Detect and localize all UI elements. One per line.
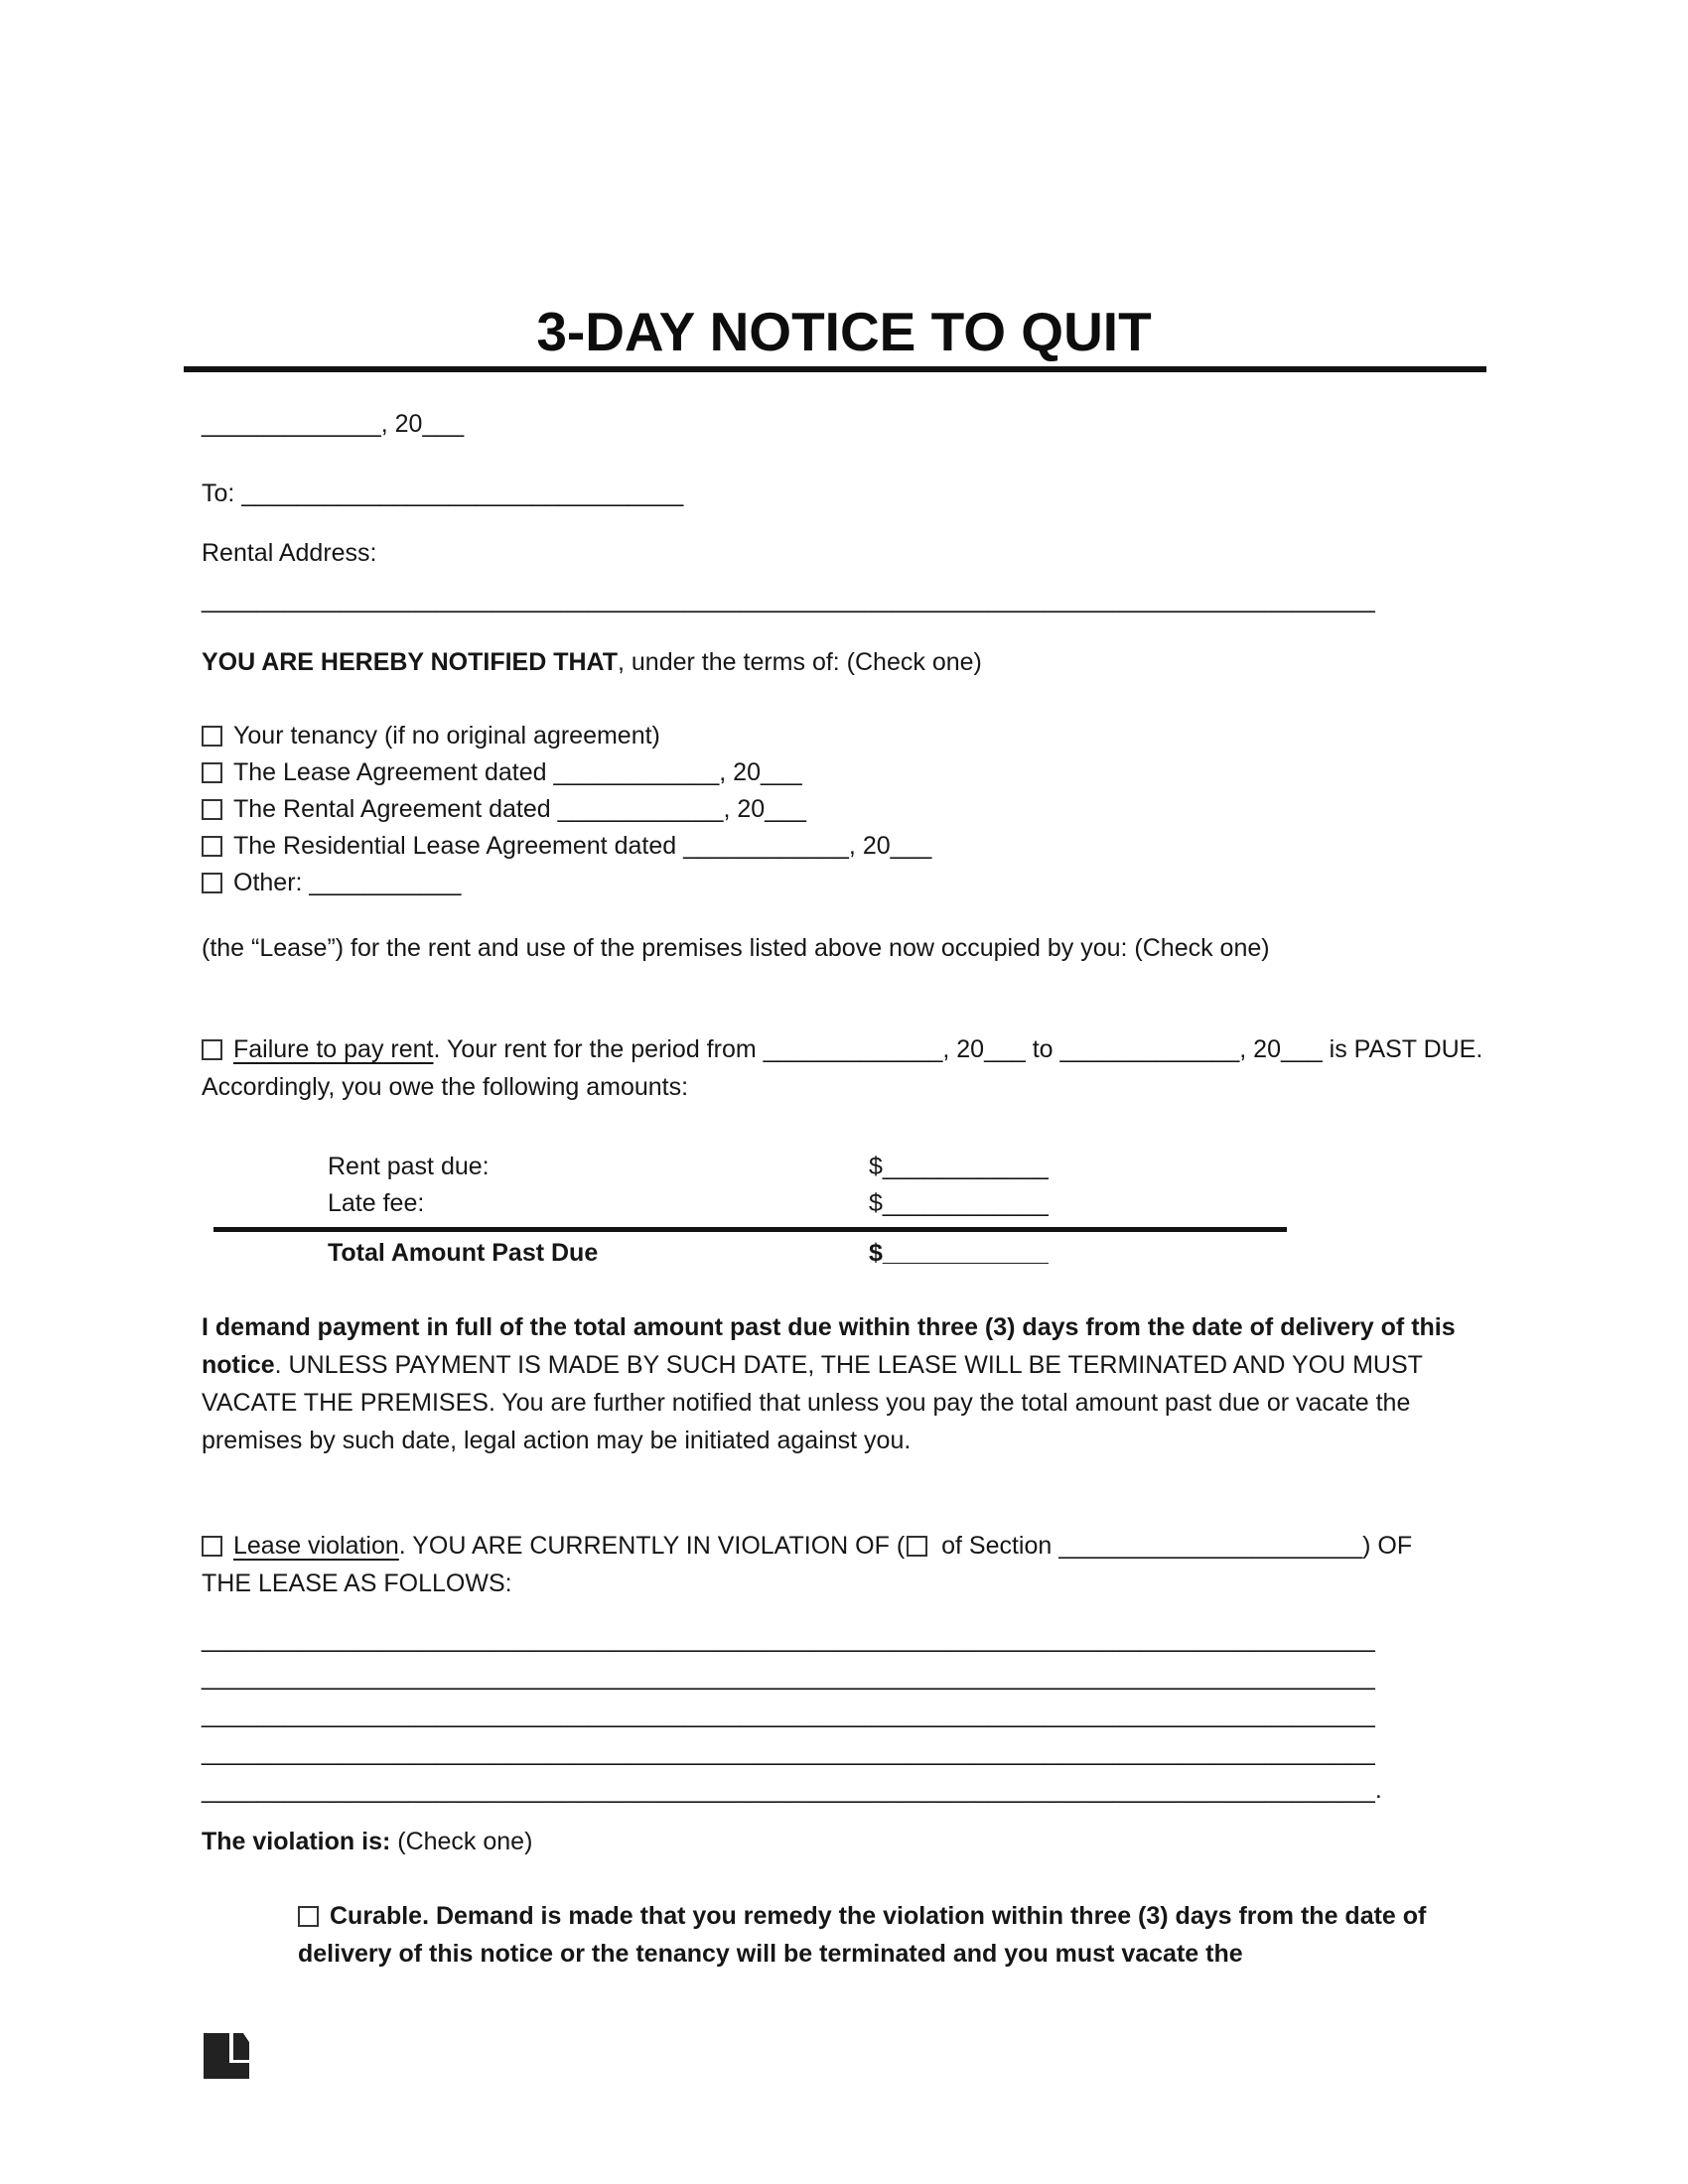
notified-line (202, 643, 1486, 681)
rental-address-blank-field[interactable]: _____________________________________________________________________________________ (202, 586, 1375, 614)
violation-write-line[interactable]: _____________________________________________________________________________________ (202, 1701, 1375, 1728)
checkbox-residential-lease[interactable] (202, 836, 222, 857)
to-label: To: (202, 479, 235, 507)
term-option-residential-lease (202, 828, 1486, 865)
page-title: 3-DAY NOTICE TO QUIT (536, 301, 1152, 362)
date-field[interactable]: _____________, 20___ (202, 410, 465, 438)
term-option-rental-agreement (202, 791, 1486, 828)
notified-rest-text: , under the terms of: (Check one) (618, 648, 982, 676)
checkbox-lease-violation[interactable] (202, 1536, 222, 1557)
demand-bold-text: I demand payment in full of the total amount past due within three (3) days from the date of delivery of this notice (202, 1313, 1456, 1379)
total-amount-field[interactable]: $____________ (869, 1239, 1049, 1267)
curable-option-text: Curable. Demand is made that you remedy the violation within three (3) days from the date of delivery of this notice or the tenancy will be terminated and you must vacate the (298, 1902, 1427, 1968)
violation-write-line[interactable]: _____________________________________________________________________________________ (202, 1625, 1375, 1653)
failure-option-body: . Your rent for the period from _____________, 20___ to _____________, 20___ is PAST DUE. Accordingly, you owe the following amounts: (202, 1035, 1483, 1101)
terms-checklist (202, 718, 1486, 901)
failure-to-pay-rent-option (202, 1030, 1486, 1106)
amounts-divider (213, 1227, 1287, 1232)
failure-option-title: Failure to pay rent (233, 1035, 434, 1063)
total-amount-label: Total Amount Past Due (328, 1239, 599, 1267)
lease-clause: (the “Lease”) for the rent and use of the premises listed above now occupied by you: (Check one) (202, 934, 1270, 962)
violation-write-line[interactable]: _____________________________________________________________________________________. (202, 1776, 1382, 1804)
checkbox-failure-to-pay-rent[interactable] (202, 1039, 222, 1060)
logo-l-foot (204, 2063, 249, 2079)
checkbox-rental-agreement[interactable] (202, 799, 222, 820)
violation-is-line (202, 1823, 1486, 1860)
rental-address-label: Rental Address: (202, 539, 377, 567)
term-option-label: The Residential Lease Agreement dated ____________, 20___ (233, 832, 932, 860)
violation-write-line[interactable]: _____________________________________________________________________________________ (202, 1738, 1375, 1766)
lease-violation-line1 (202, 1527, 1486, 1565)
violation-is-bold-text: The violation is: (202, 1828, 391, 1855)
term-option-label: The Rental Agreement dated ____________, 20___ (233, 795, 806, 823)
checkbox-curable[interactable] (298, 1906, 319, 1927)
term-option-lease-agreement (202, 754, 1486, 791)
lease-violation-line2: THE LEASE AS FOLLOWS: (202, 1570, 512, 1597)
late-fee-field[interactable]: $____________ (869, 1189, 1049, 1217)
amounts-row-total (202, 1235, 1486, 1272)
violation-option-section-field: of Section ______________________) OF (934, 1532, 1413, 1560)
late-fee-label: Late fee: (328, 1189, 425, 1217)
demand-paragraph (202, 1308, 1486, 1459)
checkbox-tenancy[interactable] (202, 726, 222, 747)
demand-rest-text: . UNLESS PAYMENT IS MADE BY SUCH DATE, THE LEASE WILL BE TERMINATED AND YOU MUST VACATE THE PREMISES. You are further notified that unless you pay the total amount past due or vacate the premises by such date, legal action may be initiated against you. (202, 1351, 1423, 1454)
checkbox-lease-agreement[interactable] (202, 762, 222, 783)
logo-page-shape (233, 2033, 249, 2060)
violation-option-title: Lease violation (233, 1532, 399, 1560)
violation-write-in-area (202, 1620, 1486, 1809)
title-rule (184, 366, 1486, 372)
violation-option-mid: . YOU ARE CURRENTLY IN VIOLATION OF ( (398, 1532, 906, 1560)
to-line (202, 475, 1486, 512)
checkbox-section[interactable] (907, 1536, 927, 1557)
amounts-row-late-fee (202, 1185, 1486, 1222)
term-option-label: Other: ___________ (233, 869, 462, 896)
notified-bold-text: YOU ARE HEREBY NOTIFIED THAT (202, 648, 619, 676)
term-option-label: The Lease Agreement dated ____________, 20___ (233, 758, 802, 786)
amounts-row-rent (202, 1149, 1486, 1185)
term-option-other (202, 865, 1486, 901)
term-option-tenancy (202, 718, 1486, 754)
violation-write-line[interactable]: _____________________________________________________________________________________ (202, 1663, 1375, 1691)
term-option-label: Your tenancy (if no original agreement) (233, 722, 660, 750)
amounts-table (202, 1149, 1486, 1272)
violation-is-rest-text: (Check one) (390, 1828, 533, 1855)
lease-violation-option (202, 1527, 1486, 1602)
rent-past-due-field[interactable]: $____________ (869, 1153, 1049, 1180)
to-blank-field[interactable]: ________________________________ (241, 479, 684, 507)
checkbox-other[interactable] (202, 873, 222, 893)
curable-option (298, 1897, 1479, 1973)
legal-templates-logo-icon (204, 2033, 249, 2079)
rent-past-due-label: Rent past due: (328, 1153, 490, 1180)
